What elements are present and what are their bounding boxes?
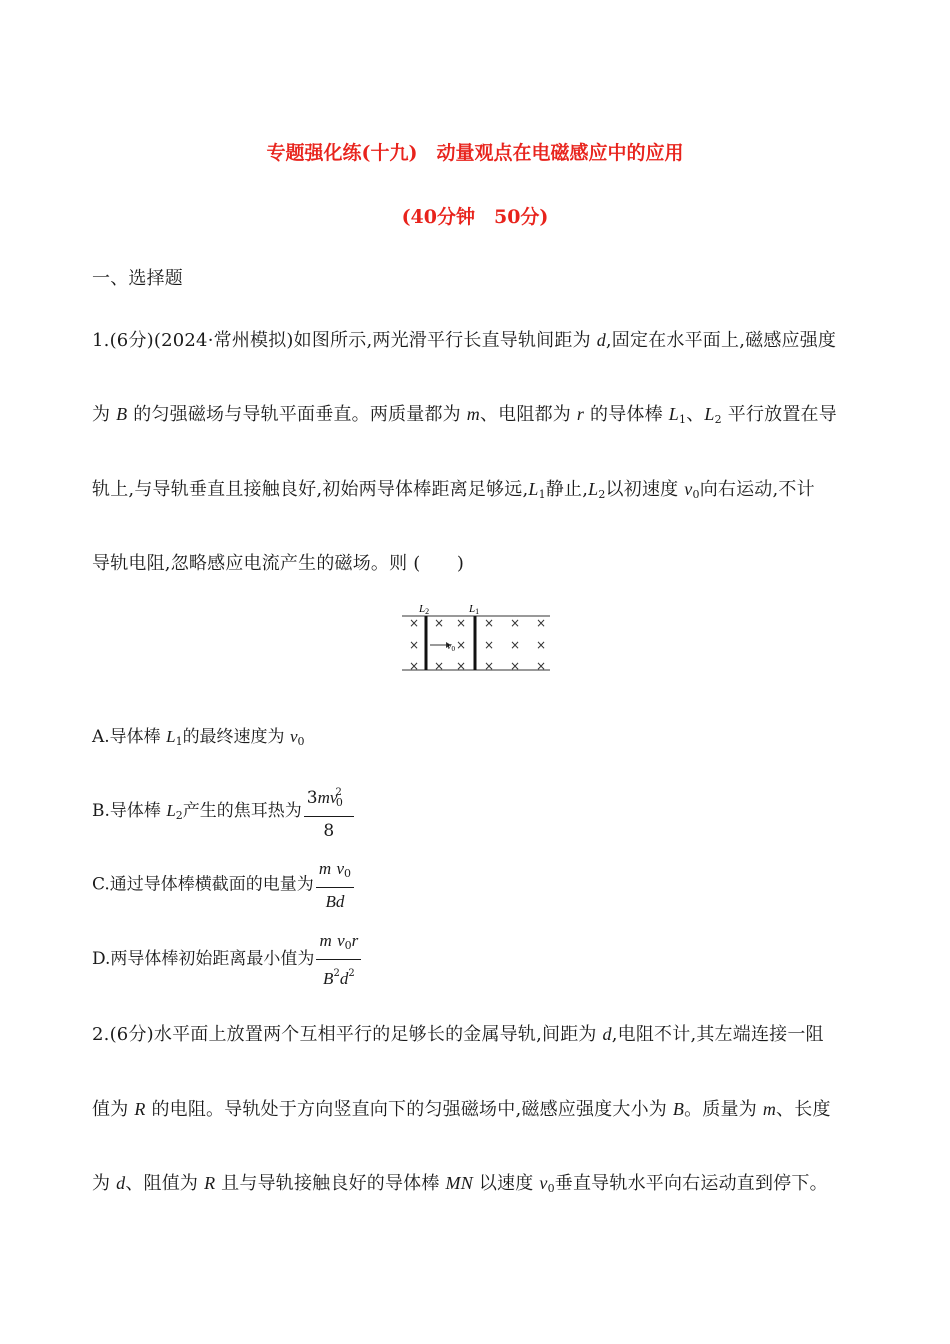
field-cross: × [408, 616, 420, 630]
q2-line-1: 2.(6分)水平面上放置两个互相平行的足够长的金属导轨,间距为 d,电阻不计,其左端连接一阻 [92, 1024, 824, 1045]
field-cross: × [483, 638, 495, 652]
label-L1: L1 [469, 603, 480, 616]
q1-line-2: 为 B 的匀强磁场与导轨平面垂直。两质量都为 m、电阻都为 r 的导体棒 $L_1$、$L_2$ 平行放置在导 [92, 404, 837, 426]
page-subtitle: (40分钟 50分) [401, 206, 549, 228]
field-cross: × [433, 659, 445, 673]
rails-figure [398, 600, 558, 676]
field-cross: × [483, 659, 495, 673]
field-cross: × [535, 616, 547, 630]
field-cross: × [509, 659, 521, 673]
option-b-fraction: $\frac{3mv^2_0}{8}$ [304, 782, 354, 841]
field-cross: × [509, 616, 521, 630]
label-L2: L2 [419, 603, 430, 616]
field-cross: × [535, 659, 547, 673]
page-title: 专题强化练(十九) 动量观点在电磁感应中的应用 [266, 142, 684, 164]
option-d: D.两导体棒初始距离最小值为 $\frac{m v_0r}{B^2d^2}$ [92, 930, 361, 989]
field-cross: × [455, 659, 467, 673]
field-cross: × [455, 638, 467, 652]
option-a: A.导体棒 $L_1$的最终速度为 $v_0$ [92, 727, 305, 748]
field-cross: × [408, 659, 420, 673]
field-cross: × [509, 638, 521, 652]
field-cross: × [483, 616, 495, 630]
option-d-fraction: $\frac{m v_0r}{B^2d^2}$ [316, 930, 361, 989]
q2-line-2: 值为 R 的电阻。导轨处于方向竖直向下的匀强磁场中,磁感应强度大小为 B。质量为 m、长度 [92, 1099, 831, 1120]
q1-line-3: 轨上,与导轨垂直且接触良好,初始两导体棒距离足够远$,L_1$静止$,L_2$以初速度 $v_0$向右运动,不计 [92, 479, 815, 501]
field-cross: × [455, 616, 467, 630]
q2-line-3: 为 d、阻值为 R 且与导轨接触良好的导体棒 MN 以速度 $v_0$垂直导轨水平向右运动直到停下。 [92, 1173, 828, 1195]
option-c-fraction: $\frac{m v_0}{Bd}$ [316, 858, 354, 912]
q1-line-4: 导轨电阻,忽略感应电流产生的磁场。则 ( ) [92, 553, 465, 574]
field-cross: × [535, 638, 547, 652]
q1-line-1: 1.(6分)(2024·常州模拟)如图所示,两光滑平行长直导轨间距为 d,固定在水平面上,磁感应强度 [92, 330, 837, 351]
option-b: B.导体棒 $L_2$产生的焦耳热为 $\frac{3mv^2_0}{8}$ [92, 782, 354, 841]
velocity-label: $v_0$ [447, 641, 455, 653]
field-cross: × [433, 616, 445, 630]
field-cross: × [408, 638, 420, 652]
section-heading: 一、选择题 [92, 268, 183, 289]
option-c: C.通过导体棒横截面的电量为 $\frac{m v_0}{Bd}$ [92, 858, 354, 912]
